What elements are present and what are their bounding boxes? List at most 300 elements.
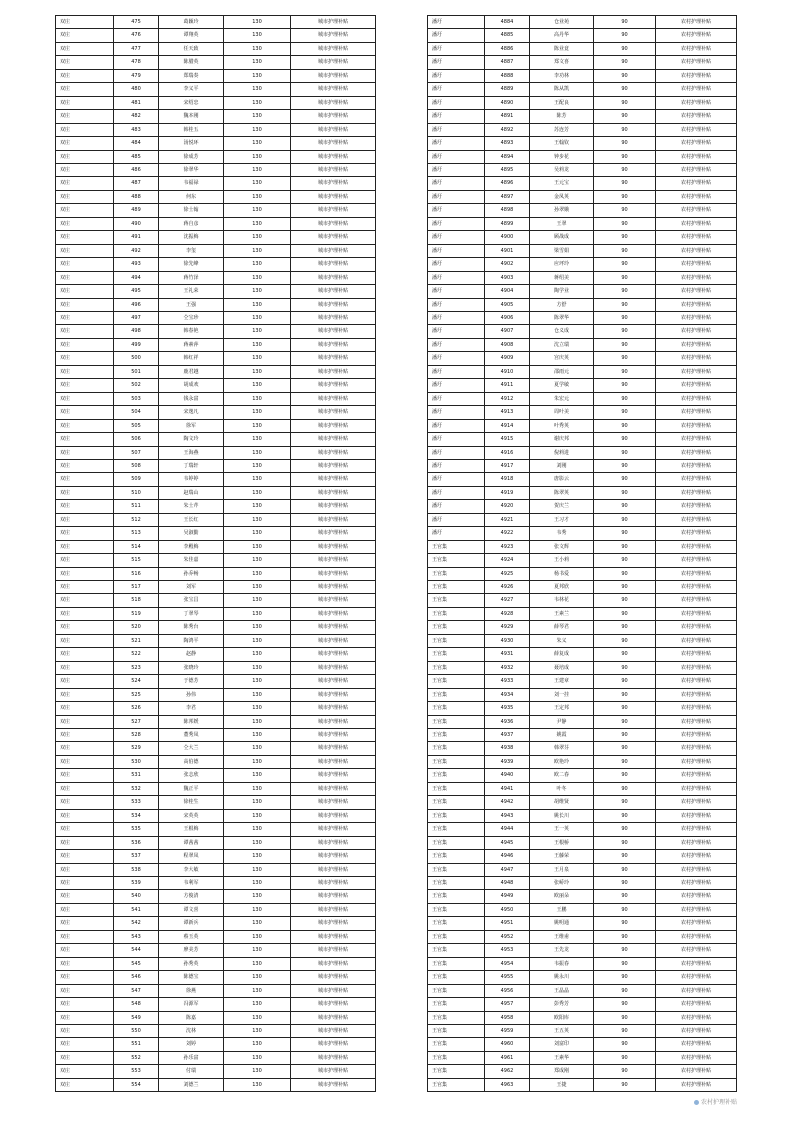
number-cell: 4900 [485,231,530,244]
type-cell: 城市护理补贴 [291,500,376,513]
amount-cell: 90 [594,16,656,29]
amount-cell: 90 [594,917,656,930]
district-cell: 双庄 [56,621,114,634]
table-row [428,567,737,580]
type-cell: 农村护理补贴 [656,702,737,715]
amount-cell: 130 [224,392,291,405]
table-row [56,231,376,244]
number-cell: 478 [114,56,159,69]
type-cell: 城市护理补贴 [291,1038,376,1051]
number-cell: 542 [114,917,159,930]
table-row [428,863,737,876]
table-row [56,688,376,701]
district-cell: 双庄 [56,110,114,123]
name-cell: 梁雪娟 [530,244,594,257]
type-cell: 城市护理补贴 [291,836,376,849]
district-cell: 双庄 [56,607,114,620]
type-cell: 农村护理补贴 [656,769,737,782]
type-cell: 农村护理补贴 [656,392,737,405]
number-cell: 4916 [485,446,530,459]
table-row [428,823,737,836]
number-cell: 482 [114,110,159,123]
table-row [428,742,737,755]
number-cell: 4893 [485,137,530,150]
table-row [428,527,737,540]
number-cell: 4953 [485,944,530,957]
name-cell: 韦秀 [530,527,594,540]
table-row [428,621,737,634]
type-cell: 农村护理补贴 [656,944,737,957]
district-cell: 潘圩 [428,486,485,499]
table-row [428,379,737,392]
district-cell: 双庄 [56,782,114,795]
number-cell: 4941 [485,782,530,795]
number-cell: 4959 [485,1024,530,1037]
number-cell: 4886 [485,42,530,55]
number-cell: 547 [114,984,159,997]
table-row [56,890,376,903]
type-cell: 农村护理补贴 [656,877,737,890]
type-cell: 农村护理补贴 [656,796,737,809]
name-cell: 冯源军 [159,998,224,1011]
district-cell: 王官集 [428,567,485,580]
table-row [428,850,737,863]
name-cell: 王鹏 [530,903,594,916]
district-cell: 王官集 [428,796,485,809]
district-cell: 双庄 [56,16,114,29]
district-cell: 双庄 [56,217,114,230]
district-cell: 双庄 [56,823,114,836]
type-cell: 城市护理补贴 [291,729,376,742]
type-cell: 农村护理补贴 [656,190,737,203]
district-cell: 王官集 [428,1024,485,1037]
amount-cell: 130 [224,150,291,163]
name-cell: 王礼荣 [159,285,224,298]
amount-cell: 90 [594,1038,656,1051]
number-cell: 4958 [485,1011,530,1024]
number-cell: 4918 [485,473,530,486]
type-cell: 城市护理补贴 [291,311,376,324]
type-cell: 城市护理补贴 [291,244,376,257]
amount-cell: 90 [594,607,656,620]
table-row [56,163,376,176]
amount-cell: 130 [224,850,291,863]
amount-cell: 130 [224,1038,291,1051]
amount-cell: 130 [224,190,291,203]
district-cell: 王官集 [428,971,485,984]
number-cell: 4906 [485,311,530,324]
district-cell: 双庄 [56,594,114,607]
type-cell: 农村护理补贴 [656,365,737,378]
district-cell: 王官集 [428,836,485,849]
name-cell: 蒋素萍 [159,338,224,351]
name-cell: 王捷 [530,1078,594,1091]
amount-cell: 130 [224,688,291,701]
district-cell: 双庄 [56,634,114,647]
name-cell: 刘富印 [530,1038,594,1051]
type-cell: 城市护理补贴 [291,190,376,203]
amount-cell: 90 [594,836,656,849]
amount-cell: 130 [224,769,291,782]
amount-cell: 90 [594,258,656,271]
number-cell: 4915 [485,433,530,446]
amount-cell: 90 [594,123,656,136]
name-cell: 钱永富 [159,392,224,405]
table-row [428,581,737,594]
district-cell: 王官集 [428,715,485,728]
name-cell: 张晓玲 [159,661,224,674]
name-cell: 刘一挂 [530,688,594,701]
district-cell: 潘圩 [428,392,485,405]
number-cell: 511 [114,500,159,513]
type-cell: 农村护理补贴 [656,298,737,311]
number-cell: 4961 [485,1051,530,1064]
table-row [56,715,376,728]
amount-cell: 90 [594,890,656,903]
name-cell: 唐影云 [530,473,594,486]
type-cell: 农村护理补贴 [656,688,737,701]
number-cell: 4963 [485,1078,530,1091]
district-cell: 双庄 [56,486,114,499]
district-cell: 潘圩 [428,177,485,190]
type-cell: 农村护理补贴 [656,634,737,647]
district-cell: 潘圩 [428,217,485,230]
name-cell: 王根桥 [530,836,594,849]
number-cell: 4895 [485,163,530,176]
amount-cell: 90 [594,903,656,916]
name-cell: 任天致 [159,42,224,55]
amount-cell: 90 [594,419,656,432]
right-subsidy-table [427,15,737,1092]
table-row [56,554,376,567]
number-cell: 548 [114,998,159,1011]
district-cell: 双庄 [56,796,114,809]
amount-cell: 90 [594,446,656,459]
number-cell: 545 [114,957,159,970]
number-cell: 4949 [485,890,530,903]
amount-cell: 90 [594,231,656,244]
type-cell: 城市护理补贴 [291,110,376,123]
number-cell: 4913 [485,406,530,419]
name-cell: 于德芳 [159,675,224,688]
name-cell: 王五英 [530,1024,594,1037]
number-cell: 518 [114,594,159,607]
district-cell: 潘圩 [428,527,485,540]
type-cell: 城市护理补贴 [291,29,376,42]
number-cell: 515 [114,554,159,567]
amount-cell: 130 [224,473,291,486]
district-cell: 潘圩 [428,271,485,284]
number-cell: 524 [114,675,159,688]
table-row [56,607,376,620]
table-row [56,123,376,136]
type-cell: 农村护理补贴 [656,998,737,1011]
type-cell: 农村护理补贴 [656,110,737,123]
amount-cell: 130 [224,42,291,55]
number-cell: 4960 [485,1038,530,1051]
table-row [428,877,737,890]
number-cell: 4962 [485,1065,530,1078]
amount-cell: 90 [594,594,656,607]
district-cell: 双庄 [56,1078,114,1091]
type-cell: 农村护理补贴 [656,1011,737,1024]
amount-cell: 90 [594,850,656,863]
name-cell: 夏邦欣 [530,581,594,594]
name-cell: 付瑞 [159,1065,224,1078]
amount-cell: 130 [224,486,291,499]
number-cell: 552 [114,1051,159,1064]
name-cell: 李义平 [159,83,224,96]
type-cell: 农村护理补贴 [656,782,737,795]
amount-cell: 130 [224,930,291,943]
number-cell: 496 [114,298,159,311]
district-cell: 双庄 [56,809,114,822]
number-cell: 4894 [485,150,530,163]
number-cell: 4910 [485,365,530,378]
number-cell: 4943 [485,809,530,822]
name-cell: 吴淑勤 [159,527,224,540]
amount-cell: 130 [224,137,291,150]
left-subsidy-table [55,15,376,1092]
amount-cell: 90 [594,150,656,163]
number-cell: 4907 [485,325,530,338]
district-cell: 潘圩 [428,244,485,257]
district-cell: 潘圩 [428,83,485,96]
district-cell: 王官集 [428,742,485,755]
amount-cell: 130 [224,56,291,69]
table-row [56,621,376,634]
district-cell: 双庄 [56,96,114,109]
name-cell: 孙伟 [159,688,224,701]
amount-cell: 90 [594,56,656,69]
district-cell: 双庄 [56,513,114,526]
amount-cell: 130 [224,298,291,311]
name-cell: 王晶晶 [530,984,594,997]
name-cell: 朱士芹 [159,500,224,513]
table-row [56,311,376,324]
district-cell: 双庄 [56,702,114,715]
table-row [56,836,376,849]
type-cell: 农村护理补贴 [656,419,737,432]
number-cell: 4901 [485,244,530,257]
type-cell: 城市护理补贴 [291,285,376,298]
number-cell: 530 [114,755,159,768]
type-cell: 城市护理补贴 [291,567,376,580]
district-cell: 王官集 [428,903,485,916]
table-row [56,755,376,768]
table-row [56,473,376,486]
amount-cell: 130 [224,258,291,271]
number-cell: 513 [114,527,159,540]
name-cell: 魏正平 [159,782,224,795]
district-cell: 潘圩 [428,446,485,459]
table-row [428,325,737,338]
type-cell: 城市护理补贴 [291,42,376,55]
district-cell: 王官集 [428,863,485,876]
district-cell: 王官集 [428,1051,485,1064]
table-row [56,56,376,69]
amount-cell: 130 [224,123,291,136]
amount-cell: 130 [224,984,291,997]
table-row [56,244,376,257]
name-cell: 谭文喜 [159,903,224,916]
amount-cell: 90 [594,1078,656,1091]
table-row [428,177,737,190]
number-cell: 4892 [485,123,530,136]
number-cell: 536 [114,836,159,849]
amount-cell: 90 [594,486,656,499]
table-row [428,69,737,82]
amount-cell: 90 [594,944,656,957]
type-cell: 城市护理补贴 [291,702,376,715]
name-cell: 赵静 [159,648,224,661]
type-cell: 城市护理补贴 [291,217,376,230]
type-cell: 城市护理补贴 [291,406,376,419]
table-row [56,984,376,997]
amount-cell: 90 [594,285,656,298]
table-row [56,352,376,365]
table-row [56,809,376,822]
district-cell: 双庄 [56,769,114,782]
type-cell: 农村护理补贴 [656,338,737,351]
type-cell: 农村护理补贴 [656,957,737,970]
type-cell: 城市护理补贴 [291,123,376,136]
district-cell: 双庄 [56,863,114,876]
number-cell: 4889 [485,83,530,96]
type-cell: 城市护理补贴 [291,796,376,809]
district-cell: 双庄 [56,285,114,298]
name-cell: 仝宝珍 [159,311,224,324]
amount-cell: 130 [224,648,291,661]
number-cell: 4930 [485,634,530,647]
name-cell: 吴莉龙 [530,163,594,176]
name-cell: 王小莉 [530,554,594,567]
amount-cell: 130 [224,957,291,970]
district-cell: 双庄 [56,917,114,930]
district-cell: 双庄 [56,998,114,1011]
table-row [428,29,737,42]
district-cell: 双庄 [56,244,114,257]
name-cell: 胡成欢 [159,379,224,392]
name-cell: 韦婷婷 [159,473,224,486]
type-cell: 城市护理补贴 [291,715,376,728]
amount-cell: 90 [594,1024,656,1037]
name-cell: 韩春艳 [159,325,224,338]
type-cell: 农村护理补贴 [656,217,737,230]
table-row [428,298,737,311]
number-cell: 4944 [485,823,530,836]
table-row [56,150,376,163]
type-cell: 农村护理补贴 [656,863,737,876]
type-cell: 城市护理补贴 [291,998,376,1011]
number-cell: 501 [114,365,159,378]
type-cell: 农村护理补贴 [656,809,737,822]
table-row [428,903,737,916]
number-cell: 493 [114,258,159,271]
type-cell: 城市护理补贴 [291,459,376,472]
table-row [428,459,737,472]
amount-cell: 90 [594,527,656,540]
name-cell: 王海燕 [159,446,224,459]
name-cell: 王先龙 [530,944,594,957]
number-cell: 4914 [485,419,530,432]
number-cell: 4896 [485,177,530,190]
number-cell: 4924 [485,554,530,567]
amount-cell: 90 [594,957,656,970]
table-row [428,782,737,795]
name-cell: 王定邦 [530,702,594,715]
amount-cell: 130 [224,917,291,930]
table-row [428,729,737,742]
amount-cell: 130 [224,433,291,446]
name-cell: 王根梅 [159,823,224,836]
type-cell: 农村护理补贴 [656,459,737,472]
type-cell: 城市护理补贴 [291,433,376,446]
name-cell: 仓业苑 [530,16,594,29]
district-cell: 双庄 [56,163,114,176]
district-cell: 双庄 [56,379,114,392]
name-cell: 程翠凤 [159,850,224,863]
district-cell: 双庄 [56,715,114,728]
name-cell: 高丹华 [530,29,594,42]
name-cell: 陶文玲 [159,433,224,446]
type-cell: 农村护理补贴 [656,16,737,29]
table-row [56,702,376,715]
name-cell: 刘刚 [530,459,594,472]
table-row [56,379,376,392]
number-cell: 4921 [485,513,530,526]
table-row [56,271,376,284]
table-row [56,29,376,42]
name-cell: 徐翠华 [159,163,224,176]
amount-cell: 90 [594,675,656,688]
number-cell: 491 [114,231,159,244]
table-row [428,433,737,446]
number-cell: 4938 [485,742,530,755]
name-cell: 王月泉 [530,863,594,876]
type-cell: 农村护理补贴 [656,123,737,136]
type-cell: 城市护理补贴 [291,984,376,997]
name-cell: 姚长川 [530,809,594,822]
number-cell: 4922 [485,527,530,540]
amount-cell: 90 [594,217,656,230]
name-cell: 汤悦环 [159,137,224,150]
amount-cell: 90 [594,702,656,715]
district-cell: 双庄 [56,755,114,768]
amount-cell: 90 [594,554,656,567]
name-cell: 陈芳 [530,110,594,123]
district-cell: 潘圩 [428,433,485,446]
district-cell: 潘圩 [428,473,485,486]
name-cell: 徐士翰 [159,204,224,217]
table-row [56,392,376,405]
name-cell: 郑文喜 [530,56,594,69]
name-cell: 董秀凤 [159,729,224,742]
name-cell: 王素兰 [530,607,594,620]
name-cell: 韩红祥 [159,352,224,365]
type-cell: 城市护理补贴 [291,338,376,351]
amount-cell: 130 [224,998,291,1011]
name-cell: 王翠 [530,217,594,230]
name-cell: 倪莉进 [530,446,594,459]
district-cell: 王官集 [428,607,485,620]
district-cell: 双庄 [56,581,114,594]
number-cell: 4946 [485,850,530,863]
type-cell: 城市护理补贴 [291,83,376,96]
amount-cell: 90 [594,137,656,150]
district-cell: 双庄 [56,1038,114,1051]
table-row [428,42,737,55]
